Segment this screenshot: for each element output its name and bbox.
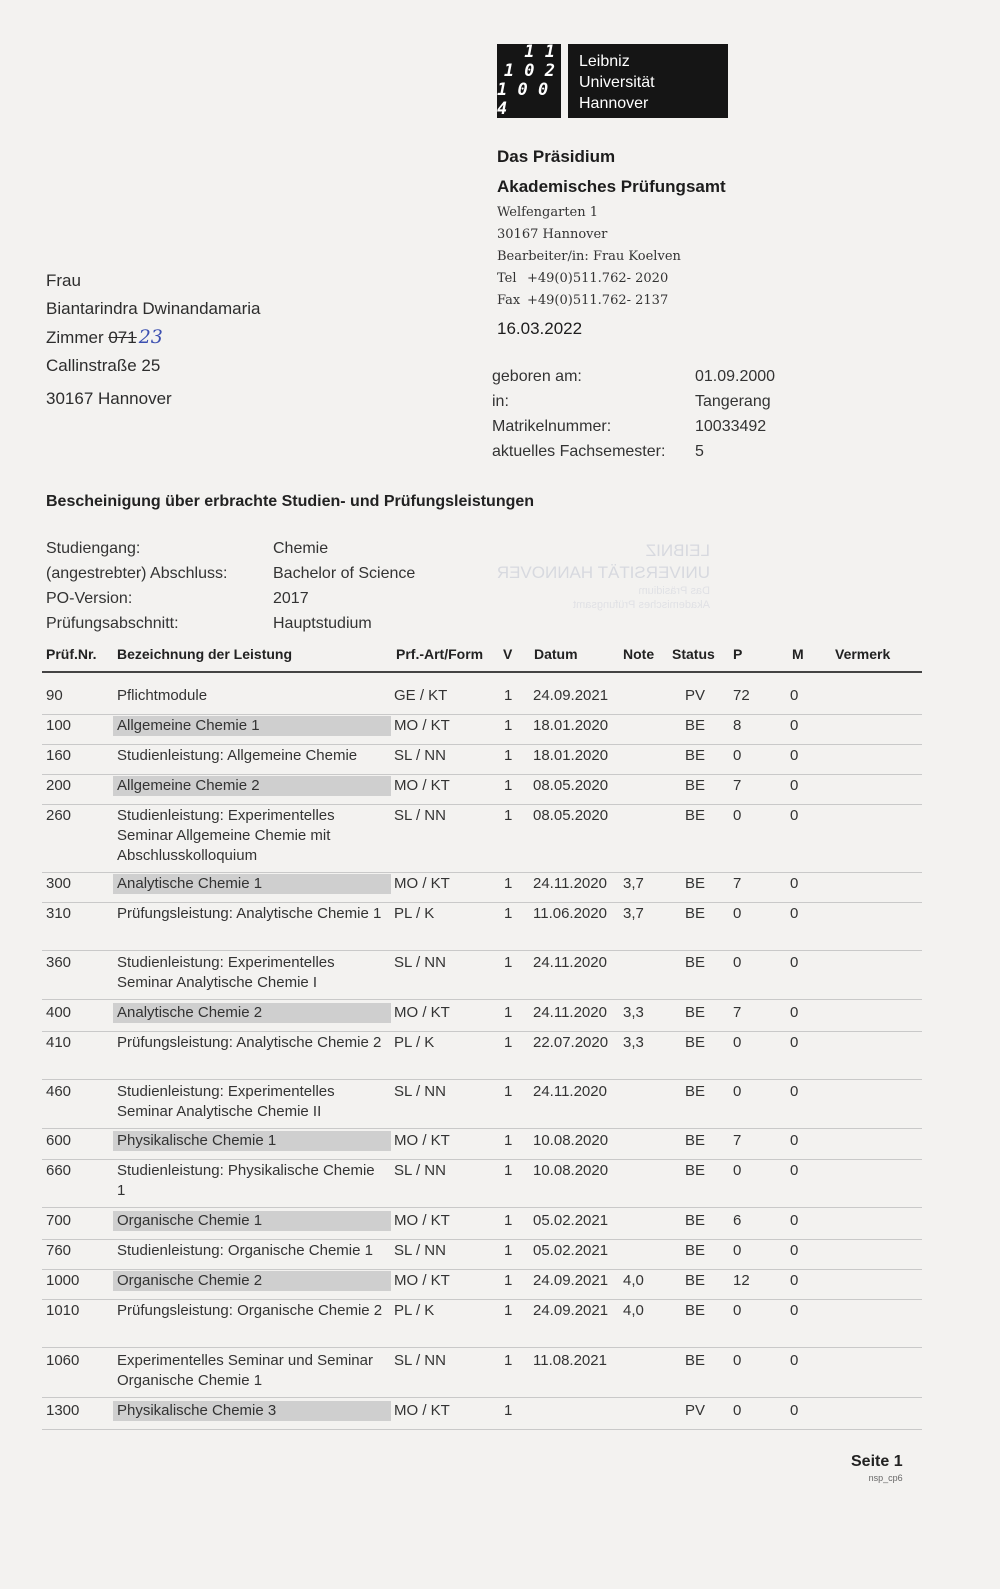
cell-name: Organische Chemie 1 (113, 1211, 391, 1231)
cell-status: BE (685, 1004, 706, 1021)
cell-datum: 08.05.2020 (533, 807, 609, 824)
cell-art: MO / KT (394, 1132, 450, 1149)
header-nr: Prüf.Nr. (46, 646, 97, 662)
cell-name: Organische Chemie 2 (113, 1271, 391, 1291)
cell-art: MO / KT (394, 1272, 450, 1289)
cell-m: 0 (790, 747, 799, 764)
cell-status: BE (685, 1242, 706, 1259)
logo-mark: 1 1 1 0 2 1 0 0 4 (497, 44, 561, 118)
recipient-address (46, 267, 261, 413)
cell-nr: 760 (46, 1242, 72, 1259)
program-row: (angestrebter) Abschluss: Bachelor of Science (46, 565, 416, 582)
cell-name: Studienleistung: Organische Chemie 1 (117, 1242, 373, 1259)
cell-nr: 1000 (46, 1272, 80, 1289)
table-row (42, 953, 922, 1000)
header-vermerk: Vermerk (835, 646, 891, 662)
cell-datum: 11.06.2020 (533, 905, 607, 922)
cell-p: 0 (733, 1162, 742, 1179)
office-tel: Tel +49(0)511.762- 2020 (497, 271, 669, 286)
cell-art: MO / KT (394, 1004, 450, 1021)
cell-art: SL / NN (394, 954, 446, 971)
cell-m: 0 (790, 1352, 799, 1369)
header-art: Prf.-Art/Form (396, 646, 484, 662)
cell-p: 0 (733, 1402, 742, 1419)
personal-row: Matrikelnummer: 10033492 (492, 418, 767, 435)
cell-datum: 24.11.2020 (533, 1083, 607, 1100)
cell-name: Prüfungsleistung: Analytische Chemie 2 (117, 1034, 382, 1051)
cell-v: 1 (504, 1302, 513, 1319)
cell-v: 1 (504, 747, 513, 764)
cell-art: SL / NN (394, 747, 446, 764)
cell-status: BE (685, 1302, 706, 1319)
cell-nr: 400 (46, 1004, 72, 1021)
table-row (42, 1351, 922, 1398)
personal-row: geboren am: 01.09.2000 (492, 368, 776, 385)
form-code: nsp_cp6 (868, 1473, 903, 1483)
cell-note: 3,7 (623, 905, 644, 922)
cell-v: 1 (504, 1352, 513, 1369)
page-footer (851, 1453, 903, 1483)
cell-status: BE (685, 777, 706, 794)
cell-art: MO / KT (394, 1402, 450, 1419)
table-row (42, 904, 922, 951)
cell-status: BE (685, 1352, 706, 1369)
table-row (42, 874, 922, 903)
cell-name: Prüfungsleistung: Analytische Chemie 1 (117, 905, 382, 922)
table-row (42, 1401, 922, 1430)
header-datum: Datum (534, 646, 578, 662)
table-row (42, 776, 922, 805)
cell-nr: 310 (46, 905, 72, 922)
cell-name: Analytische Chemie 2 (113, 1003, 391, 1023)
cell-nr: 410 (46, 1034, 72, 1051)
cell-p: 6 (733, 1212, 742, 1229)
cell-p: 12 (733, 1272, 750, 1289)
cell-p: 0 (733, 1352, 742, 1369)
cell-art: SL / NN (394, 1242, 446, 1259)
cell-v: 1 (504, 807, 513, 824)
cell-art: PL / K (394, 1034, 435, 1051)
cell-p: 7 (733, 875, 742, 892)
cell-status: PV (685, 687, 706, 704)
cell-datum: 24.09.2021 (533, 687, 609, 704)
cell-datum: 24.11.2020 (533, 1004, 607, 1021)
table-row (42, 1161, 922, 1208)
recipient-street: Callinstraße 25 (46, 356, 161, 375)
cell-p: 0 (733, 1242, 742, 1259)
cell-art: SL / NN (394, 1352, 446, 1369)
header-status: Status (672, 646, 715, 662)
office-clerk: Bearbeiter/in: Frau Koelven (497, 249, 681, 264)
personal-info (492, 364, 775, 464)
cell-name: Prüfungsleistung: Organische Chemie 2 (117, 1302, 383, 1319)
cell-datum: 10.08.2020 (533, 1162, 609, 1179)
cell-name: Physikalische Chemie 3 (113, 1401, 391, 1421)
letter-date: 16.03.2022 (497, 319, 583, 338)
cell-v: 1 (504, 1272, 513, 1289)
cell-m: 0 (790, 1272, 799, 1289)
cell-p: 8 (733, 717, 742, 734)
cell-m: 0 (790, 1402, 799, 1419)
cell-name: Experimentelles Seminar und Seminar Organische Chemie 1 (117, 1352, 373, 1389)
cell-m: 0 (790, 905, 799, 922)
cell-m: 0 (790, 954, 799, 971)
cell-v: 1 (504, 1402, 513, 1419)
room-old: 071 (108, 328, 137, 347)
cell-datum: 24.09.2021 (533, 1272, 609, 1289)
recipient-salutation: Frau (46, 271, 81, 290)
cell-name: Allgemeine Chemie 1 (113, 716, 391, 736)
cell-p: 72 (733, 687, 750, 704)
cell-v: 1 (504, 1083, 513, 1100)
table-row (42, 746, 922, 775)
cell-m: 0 (790, 875, 799, 892)
cell-p: 7 (733, 1004, 742, 1021)
table-row (42, 1241, 922, 1270)
page-number: Seite 1 (851, 1453, 903, 1470)
cell-p: 0 (733, 747, 742, 764)
cell-name: Studienleistung: Experimentelles Seminar Allgemeine Chemie mit Abschlusskolloquium (117, 807, 335, 864)
cell-art: MO / KT (394, 875, 450, 892)
cell-art: GE / KT (394, 687, 448, 704)
office-department: Akademisches Prüfungsamt (497, 177, 726, 196)
office-presidium: Das Präsidium (497, 147, 616, 166)
cell-v: 1 (504, 875, 513, 892)
cell-v: 1 (504, 954, 513, 971)
recipient-room: Zimmer 071 23 (46, 326, 163, 348)
sender-office (497, 142, 827, 340)
cell-status: BE (685, 875, 706, 892)
cell-m: 0 (790, 1083, 799, 1100)
personal-row: aktuelles Fachsemester: 5 (492, 443, 704, 460)
cell-datum: 24.11.2020 (533, 954, 607, 971)
header-m: M (792, 646, 804, 662)
cell-name: Allgemeine Chemie 2 (113, 776, 391, 796)
cell-p: 0 (733, 1083, 742, 1100)
cell-nr: 660 (46, 1162, 72, 1179)
program-row: Studiengang: Chemie (46, 540, 329, 557)
table-row (42, 716, 922, 745)
office-city: 30167 Hannover (497, 227, 608, 242)
room-handwritten: 23 (138, 326, 163, 348)
table-row (42, 686, 922, 715)
cell-status: BE (685, 954, 706, 971)
cell-nr: 360 (46, 954, 72, 971)
watermark-stamp: LEIBNIZ UNIVERSITÄT HANNOVER Das Präsidium Akademisches Prüfungsamt (496, 541, 710, 611)
cell-nr: 600 (46, 1132, 72, 1149)
cell-nr: 160 (46, 747, 72, 764)
cell-note: 4,0 (623, 1302, 644, 1319)
cell-nr: 700 (46, 1212, 72, 1229)
cell-name: Studienleistung: Experimentelles Seminar Analytische Chemie I (117, 954, 335, 991)
header-rule (42, 671, 922, 673)
cell-datum: 10.08.2020 (533, 1132, 609, 1149)
university-logo (497, 44, 728, 118)
cell-nr: 300 (46, 875, 72, 892)
cell-art: PL / K (394, 1302, 435, 1319)
cell-p: 7 (733, 777, 742, 794)
logo-text: Leibniz Universität Hannover (568, 44, 728, 118)
cell-v: 1 (504, 1242, 513, 1259)
cell-m: 0 (790, 1162, 799, 1179)
cell-nr: 90 (46, 687, 63, 704)
cell-m: 0 (790, 777, 799, 794)
cell-name: Pflichtmodule (117, 687, 208, 704)
cell-name: Physikalische Chemie 1 (113, 1131, 391, 1151)
cell-note: 3,3 (623, 1034, 644, 1051)
cell-note: 4,0 (623, 1272, 644, 1289)
cell-datum: 11.08.2021 (533, 1352, 607, 1369)
table-row (42, 1271, 922, 1300)
cell-p: 0 (733, 807, 742, 824)
cell-datum: 18.01.2020 (533, 717, 609, 734)
cell-art: PL / K (394, 905, 435, 922)
cell-nr: 460 (46, 1083, 72, 1100)
office-fax: Fax +49(0)511.762- 2137 (497, 293, 669, 308)
cell-m: 0 (790, 1004, 799, 1021)
cell-p: 0 (733, 905, 742, 922)
table-row (42, 1211, 922, 1240)
cell-name: Studienleistung: Physikalische Chemie 1 (117, 1162, 375, 1199)
cell-datum: 22.07.2020 (533, 1034, 609, 1051)
cell-m: 0 (790, 717, 799, 734)
cell-datum: 05.02.2021 (533, 1212, 609, 1229)
cell-datum: 05.02.2021 (533, 1242, 609, 1259)
recipient-city: 30167 Hannover (46, 389, 172, 408)
cell-name: Studienleistung: Experimentelles Seminar Analytische Chemie II (117, 1083, 335, 1120)
cell-v: 1 (504, 1004, 513, 1021)
cell-status: BE (685, 1132, 706, 1149)
header-note: Note (623, 646, 655, 662)
cell-p: 0 (733, 1034, 742, 1051)
office-street: Welfengarten 1 (497, 205, 599, 220)
cell-nr: 1010 (46, 1302, 80, 1319)
cell-p: 0 (733, 954, 742, 971)
cell-v: 1 (504, 1212, 513, 1229)
cell-status: BE (685, 905, 706, 922)
cell-art: MO / KT (394, 1212, 450, 1229)
cell-status: BE (685, 1272, 706, 1289)
table-row (42, 1033, 922, 1080)
cell-art: SL / NN (394, 1162, 446, 1179)
cell-status: BE (685, 1083, 706, 1100)
cell-v: 1 (504, 1132, 513, 1149)
cell-v: 1 (504, 905, 513, 922)
personal-row: in: Tangerang (492, 393, 771, 410)
program-row: Prüfungsabschnitt: Hauptstudium (46, 615, 372, 632)
cell-v: 1 (504, 687, 513, 704)
cell-nr: 260 (46, 807, 72, 824)
cell-v: 1 (504, 717, 513, 734)
cell-m: 0 (790, 1242, 799, 1259)
recipient-name: Biantarindra Dwinandamaria (46, 299, 261, 318)
cell-v: 1 (504, 1034, 513, 1051)
cell-status: BE (685, 1162, 706, 1179)
cell-datum: 24.11.2020 (533, 875, 607, 892)
cell-art: MO / KT (394, 777, 450, 794)
cell-name: Analytische Chemie 1 (113, 874, 391, 894)
cell-status: BE (685, 717, 706, 734)
cell-v: 1 (504, 1162, 513, 1179)
cell-art: SL / NN (394, 1083, 446, 1100)
cell-note: 3,3 (623, 1004, 644, 1021)
document-title: Bescheinigung über erbrachte Studien- und Prüfungsleistungen (46, 493, 535, 510)
cell-nr: 200 (46, 777, 72, 794)
table-row (42, 1003, 922, 1032)
table-row (42, 1301, 922, 1348)
cell-m: 0 (790, 1132, 799, 1149)
program-row: PO-Version: 2017 (46, 590, 309, 607)
cell-status: PV (685, 1402, 706, 1419)
cell-note: 3,7 (623, 875, 644, 892)
table-row (42, 806, 922, 873)
cell-status: BE (685, 747, 706, 764)
cell-status: BE (685, 1212, 706, 1229)
cell-status: BE (685, 807, 706, 824)
cell-nr: 100 (46, 717, 72, 734)
cell-datum: 18.01.2020 (533, 747, 609, 764)
table-row (42, 1131, 922, 1160)
header-p: P (733, 646, 743, 662)
cell-art: SL / NN (394, 807, 446, 824)
cell-m: 0 (790, 1212, 799, 1229)
header-name: Bezeichnung der Leistung (117, 646, 293, 662)
cell-name: Studienleistung: Allgemeine Chemie (117, 747, 358, 764)
table-row (42, 1082, 922, 1129)
cell-p: 7 (733, 1132, 742, 1149)
cell-nr: 1060 (46, 1352, 80, 1369)
cell-m: 0 (790, 1034, 799, 1051)
cell-m: 0 (790, 807, 799, 824)
cell-art: MO / KT (394, 717, 450, 734)
program-info (46, 536, 415, 636)
cell-m: 0 (790, 687, 799, 704)
cell-datum: 08.05.2020 (533, 777, 609, 794)
cell-status: BE (685, 1034, 706, 1051)
cell-m: 0 (790, 1302, 799, 1319)
cell-v: 1 (504, 777, 513, 794)
header-v: V (503, 646, 513, 662)
cell-p: 0 (733, 1302, 742, 1319)
cell-datum: 24.09.2021 (533, 1302, 609, 1319)
cell-nr: 1300 (46, 1402, 80, 1419)
